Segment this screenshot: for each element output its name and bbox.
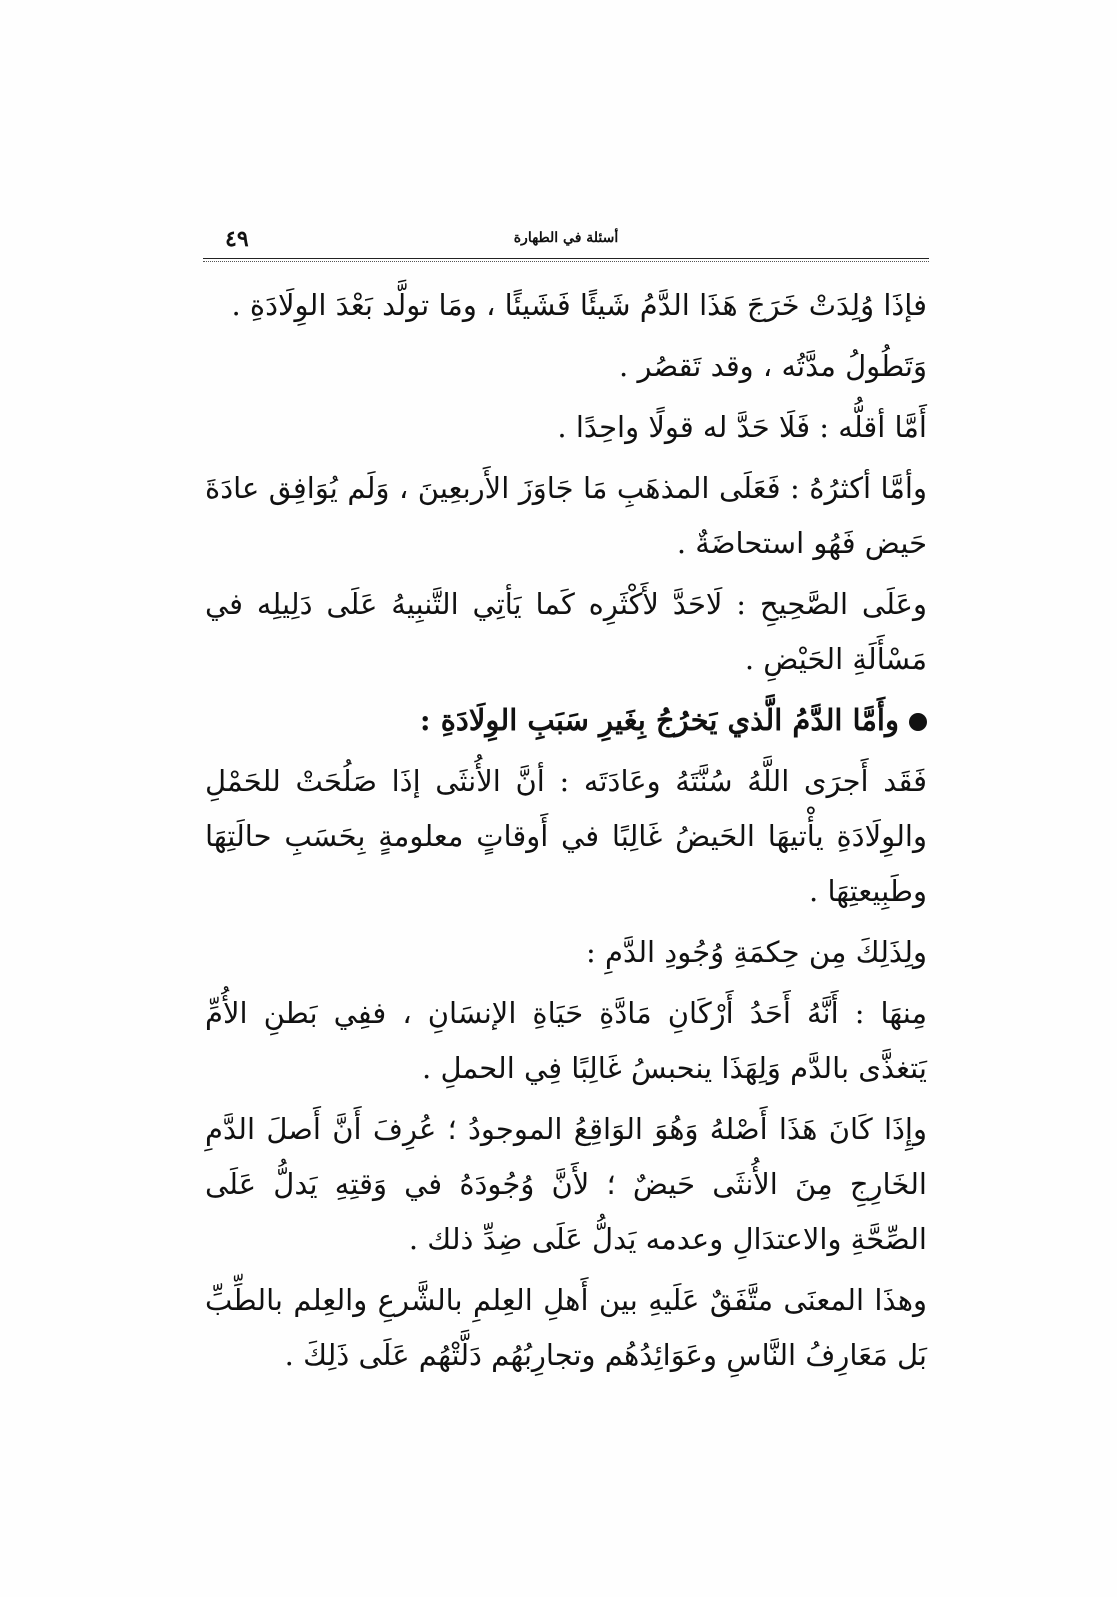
paragraph: أَمَّا أقلُّه : فَلَا حَدَّ له قولًا واحِدًا .: [557, 410, 927, 444]
body-text: [205, 278, 927, 1389]
page-number: ٤٩: [225, 226, 249, 252]
section-heading-text: وأَمَّا الدَّمُ الَّذي يَخرُجُ بِغَيرِ سَبَبِ الوِلَادَةِ :: [419, 703, 899, 737]
paragraph: وعَلَى الصَّحِيحِ : لَاحَدَّ لأَكْثَرِه كَما يَأتِي التَّنبِيهُ عَلَى دَلِيلِه في مَسْأَلَةِ الحَيْضِ .: [205, 587, 927, 676]
section-heading: [205, 693, 927, 748]
paragraph: وأمَّا أكثرُهُ : فَعَلَى المذهَبِ مَا جَاوَزَ الأَربعِينَ ، وَلَم يُوَافِق عادَةَ حَيض فَهُو استحاضَةٌ .: [205, 471, 927, 560]
paragraph: فإذَا وُلِدَتْ خَرَجَ هَذَا الدَّمُ شَيئًا فَشَيئًا ، ومَا تولَّد بَعْدَ الوِلَادَةِ .: [231, 288, 927, 322]
bullet-icon: [909, 713, 927, 731]
paragraph: وإِذَا كَانَ هَذَا أَصْلهُ وَهُوَ الوَاقِعُ الموجودُ ؛ عُرِفَ أَنَّ أَصلَ الدَّمِ الخَارِجِ مِنَ الأُنثَى حَيضٌ ؛ لأَنَّ وُجُودَهُ في وَقتِهِ يَدلُّ عَلَى الصِّحَّةِ والاعتدَالِ وعدمه يَدلُّ عَلَى ضِدِّ ذلك .: [205, 1112, 927, 1256]
running-title: أسئلة في الطهارة: [513, 230, 619, 246]
header-rule: [203, 258, 929, 259]
running-header: [203, 222, 929, 256]
paragraph: وهذَا المعنَى متَّفَقٌ عَلَيهِ بين أَهلِ العِلمِ بالشَّرعِ والعِلم بالطِّبِّ بَل مَعَارِفُ النَّاسِ وعَوَائِدُهُم وتجارِبُهُم دَلَّتْهُم عَلَى ذَلِكَ .: [205, 1283, 927, 1372]
paragraph: ولِذَلِكَ مِن حِكمَةِ وُجُودِ الدَّمِ :: [586, 935, 927, 969]
paragraph: مِنهَا : أَنَّهُ أَحَدُ أَرْكَانِ مَادَّةِ حَيَاةِ الإنسَانِ ، ففِي بَطنِ الأُمِّ يَتغذَّى بالدَّم وَلِهَذَا ينحبسُ غَالِبًا فِي الحملِ .: [205, 996, 927, 1085]
paragraph: فَقَد أَجرَى اللَّهُ سُنَّتَهُ وعَادَتَه : أنَّ الأُنثَى إذَا صَلُحَتْ للحَمْلِ والوِلَادَةِ يأْتيهَا الحَيضُ غَالِبًا في أَوقاتٍ معلومةٍ بِحَسَبِ حالَتِهَا وطَبِيعتِهَا .: [205, 764, 927, 908]
paragraph: وَتَطُولُ مدَّتُه ، وقد تَقصُر .: [619, 349, 927, 383]
